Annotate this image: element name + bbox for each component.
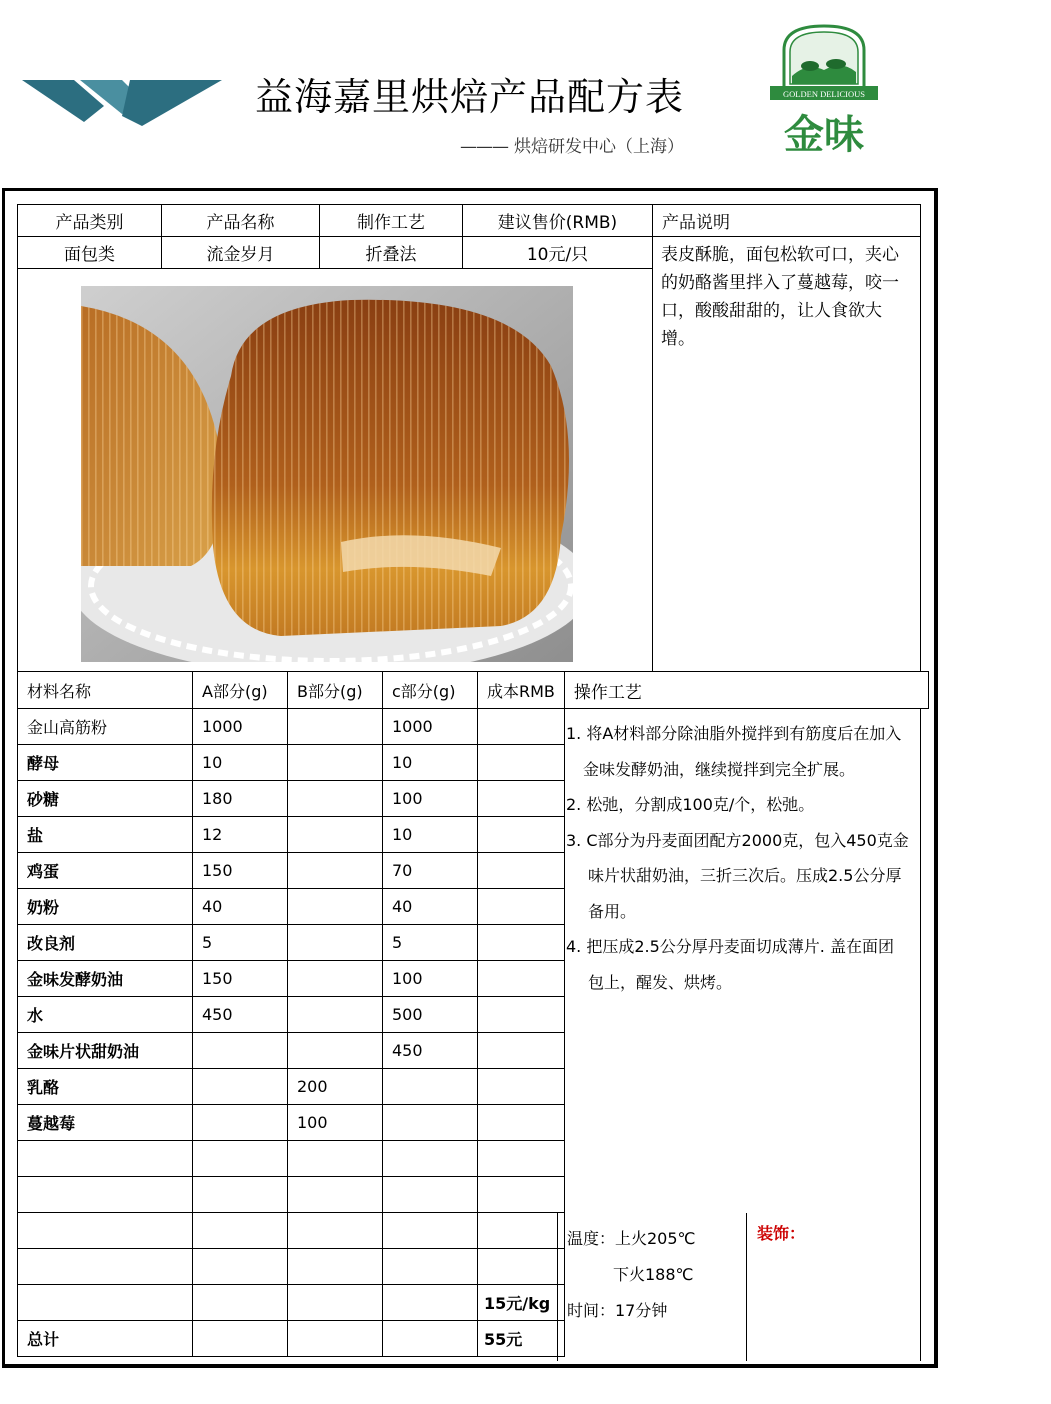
- cell-a: [193, 1213, 288, 1249]
- cell-a: [193, 1249, 288, 1285]
- cell-a: 1000: [193, 709, 288, 745]
- cell-a: 150: [193, 853, 288, 889]
- cell-cost: [478, 1141, 565, 1177]
- cell-c: [383, 1285, 478, 1321]
- cell-name: [18, 1249, 193, 1285]
- cell-name: 酵母: [18, 745, 193, 781]
- brand-text: GOLDEN DELICIOUS: [783, 89, 865, 99]
- cell-cost: [478, 1069, 565, 1105]
- cell-a: [193, 1069, 288, 1105]
- step-3-line1: 3. C部分为丹麦面团配方2000克，包入450克金: [566, 830, 909, 850]
- temp-top: 温度：上火205℃: [567, 1229, 696, 1248]
- cell-cost: [478, 781, 565, 817]
- cell-a: [193, 1033, 288, 1069]
- cell-cost: [478, 925, 565, 961]
- cell-c: 100: [383, 961, 478, 997]
- decoration-cell: [747, 1213, 921, 1361]
- cell-name: 砂糖: [18, 781, 193, 817]
- cell-b: [288, 1249, 383, 1285]
- cell-name: 金山高筋粉: [18, 709, 193, 745]
- cell-a: 450: [193, 997, 288, 1033]
- cell-b: [288, 853, 383, 889]
- cell-a: [193, 1285, 288, 1321]
- cell-name: 鸡蛋: [18, 853, 193, 889]
- step-3-line2: 味片状甜奶油，三折三次后。压成2.5公分厚: [588, 866, 902, 885]
- cell-c: 1000: [383, 709, 478, 745]
- value-name: 流金岁月: [162, 237, 320, 269]
- col-material: 材料名称: [18, 672, 193, 709]
- cell-c: [383, 1213, 478, 1249]
- temp-bottom: 下火188℃: [613, 1265, 694, 1284]
- cell-name: 金味发酵奶油: [18, 961, 193, 997]
- cell-cost: [478, 1033, 565, 1069]
- cell-c: 500: [383, 997, 478, 1033]
- col-part-a: A部分(g): [193, 672, 288, 709]
- brand-logo-text: 金味: [784, 112, 864, 158]
- cell-b: [288, 961, 383, 997]
- cell-c: [383, 1249, 478, 1285]
- cell-a: [193, 1321, 288, 1357]
- header-name: 产品名称: [162, 205, 320, 237]
- subtitle-dash: ———: [460, 137, 508, 157]
- step-4-line2: 包上，醒发、烘烤。: [588, 972, 733, 992]
- cell-c: [383, 1105, 478, 1141]
- col-part-b: B部分(g): [288, 672, 383, 709]
- col-part-c: c部分(g): [383, 672, 478, 709]
- cell-c: 450: [383, 1033, 478, 1069]
- cell-cost: [478, 1105, 565, 1141]
- subtitle-text: 烘焙研发中心（上海）: [514, 137, 684, 157]
- header-price: 建议售价(RMB): [463, 205, 653, 237]
- cell-a: 180: [193, 781, 288, 817]
- cell-a: [193, 1105, 288, 1141]
- cell-c: 10: [383, 817, 478, 853]
- baking-conditions: [557, 1213, 747, 1361]
- cell-cost: [478, 853, 565, 889]
- cell-b: [288, 1177, 383, 1213]
- cell-c: 40: [383, 889, 478, 925]
- cell-name: 水: [18, 997, 193, 1033]
- cell-b: [288, 745, 383, 781]
- cell-name: [18, 1213, 193, 1249]
- cell-name: [18, 1177, 193, 1213]
- cell-c: [383, 1321, 478, 1357]
- cell-b: [288, 709, 383, 745]
- company-logo-icon: [22, 78, 222, 128]
- col-cost: 成本RMB: [478, 672, 565, 709]
- product-photo-cell: [17, 268, 653, 671]
- cell-cost: [478, 961, 565, 997]
- cell-name: 蔓越莓: [18, 1105, 193, 1141]
- cell-b: [288, 889, 383, 925]
- header-description: 产品说明: [653, 205, 921, 237]
- cell-cost: [478, 1177, 565, 1213]
- cell-b: 100: [288, 1105, 383, 1141]
- decoration-label: 装饰：: [757, 1224, 806, 1243]
- cell-name: 改良剂: [18, 925, 193, 961]
- cell-name: 盐: [18, 817, 193, 853]
- cell-name: 金味片状甜奶油: [18, 1033, 193, 1069]
- value-category: 面包类: [18, 237, 162, 269]
- procedure-steps: [557, 708, 921, 1213]
- cell-cost: 55元: [478, 1321, 565, 1357]
- header-category: 产品类别: [18, 205, 162, 237]
- cell-a: 12: [193, 817, 288, 853]
- cell-b: [288, 925, 383, 961]
- page-subtitle: [460, 132, 684, 157]
- value-process: 折叠法: [320, 237, 463, 269]
- bread-photo: [81, 286, 573, 662]
- cell-b: [288, 1285, 383, 1321]
- step-1-line1: 1. 将A材料部分除油脂外搅拌到有筋度后在加入: [566, 724, 902, 743]
- cell-a: 150: [193, 961, 288, 997]
- cell-a: [193, 1177, 288, 1213]
- cell-cost: [478, 817, 565, 853]
- header-process: 制作工艺: [320, 205, 463, 237]
- cell-cost: [478, 889, 565, 925]
- cell-b: [288, 997, 383, 1033]
- cell-c: 5: [383, 925, 478, 961]
- product-description: 表皮酥脆，面包松软可口，夹心的奶酪酱里拌入了蔓越莓，咬一口，酸酸甜甜的，让人食欲大增。: [653, 237, 921, 671]
- col-procedure: 操作工艺: [564, 672, 928, 709]
- cell-name: 总计: [18, 1321, 193, 1357]
- page-title: 益海嘉里烘焙产品配方表: [255, 75, 685, 119]
- value-price: 10元/只: [463, 237, 653, 269]
- cell-b: 200: [288, 1069, 383, 1105]
- cell-a: 5: [193, 925, 288, 961]
- cell-cost: [478, 709, 565, 745]
- cell-c: 70: [383, 853, 478, 889]
- cell-c: [383, 1177, 478, 1213]
- step-2-line1: 2. 松弛，分割成100克/个，松弛。: [566, 795, 815, 814]
- cell-name: [18, 1285, 193, 1321]
- cell-cost: [478, 745, 565, 781]
- step-4-line1: 4. 把压成2.5公分厚丹麦面切成薄片. 盖在面团: [566, 937, 894, 956]
- cell-c: [383, 1141, 478, 1177]
- cell-name: 乳酪: [18, 1069, 193, 1105]
- cell-c: [383, 1069, 478, 1105]
- cell-a: 40: [193, 889, 288, 925]
- cell-b: [288, 1321, 383, 1357]
- step-3-line3: 备用。: [588, 901, 637, 921]
- cell-name: [18, 1141, 193, 1177]
- cell-b: [288, 1033, 383, 1069]
- cell-cost: 15元/kg: [478, 1285, 565, 1321]
- cell-cost: [478, 1249, 565, 1285]
- bake-time: 时间：17分钟: [567, 1301, 668, 1320]
- cell-cost: [478, 997, 565, 1033]
- cell-b: [288, 1213, 383, 1249]
- cell-b: [288, 817, 383, 853]
- cell-a: [193, 1141, 288, 1177]
- step-1-line2: 金味发酵奶油，继续搅拌到完全扩展。: [583, 759, 856, 779]
- cell-name: 奶粉: [18, 889, 193, 925]
- cell-b: [288, 1141, 383, 1177]
- golden-delicious-logo-icon: [762, 20, 892, 160]
- cell-a: 10: [193, 745, 288, 781]
- cell-b: [288, 781, 383, 817]
- cell-c: 10: [383, 745, 478, 781]
- cell-cost: [478, 1213, 565, 1249]
- cell-c: 100: [383, 781, 478, 817]
